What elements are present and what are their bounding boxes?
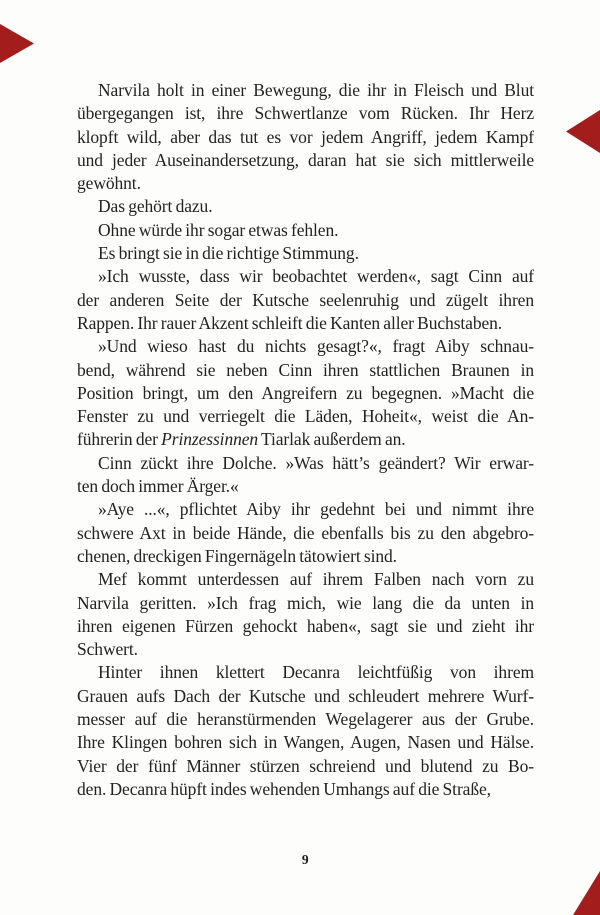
text-line: Es bringt sie in die richtige Stimmung. bbox=[98, 243, 359, 264]
text-line: »Ich wusste, dass wir beobachtet werden«, sagt Cinn auf bbox=[98, 266, 534, 287]
text-line: »Aye ...«, pflichtet Aiby ihr gedehnt bei und nimmt ihre bbox=[98, 499, 534, 520]
paragraph bbox=[77, 498, 534, 568]
text-line: Position bringt, um den Angreifern zu begegnen. »Macht die bbox=[77, 382, 534, 403]
red-triangle-marker-top-left bbox=[0, 24, 34, 63]
paragraph bbox=[77, 265, 534, 335]
red-triangle-marker-right bbox=[566, 110, 600, 153]
text-line: chenen, dreckigen Fingernägeln tätowiert sind. bbox=[77, 545, 397, 566]
text-line: Ohne würde ihr sogar etwas fehlen. bbox=[98, 219, 339, 240]
text-line: und jeder Auseinandersetzung, daran hat sie sich mittlerweile bbox=[77, 149, 534, 170]
text-line: »Und wieso hast du nichts gesagt?«, fragt Aiby schnau- bbox=[98, 336, 534, 357]
text-line: schwere Axt in beide Hände, die ebenfalls bis zu den abgebro- bbox=[77, 522, 534, 543]
text-line: Mef kommt unterdessen auf ihrem Falben nach vorn zu bbox=[98, 569, 534, 590]
text-line: Ihre Klingen bohren sich in Wangen, Augen, Nasen und Hälse. bbox=[77, 732, 534, 753]
text-line: Cinn zückt ihre Dolche. »Was hätt’s geändert? Wir erwar- bbox=[98, 452, 534, 473]
paragraph bbox=[77, 195, 534, 218]
text-line: führerin der Prinzessinnen Tiarlak außerdem an. bbox=[77, 429, 406, 450]
paragraph bbox=[77, 219, 534, 242]
text-line: Vier der fünf Männer stürzen schreiend und blutend zu Bo- bbox=[77, 755, 534, 776]
paragraph bbox=[77, 661, 534, 801]
text-line: ten doch immer Ärger.« bbox=[77, 476, 239, 497]
text-line: Narvila holt in einer Bewegung, die ihr in Fleisch und Blut bbox=[98, 80, 534, 100]
text-line: klopft wild, aber das tut es vor jedem Angriff, jedem Kampf bbox=[77, 126, 534, 147]
text-line: übergegangen ist, ihre Schwertlanze vom Rücken. Ihr Herz bbox=[77, 103, 534, 124]
text-line: den. Decanra hüpft indes wehenden Umhangs auf die Straße, bbox=[77, 778, 491, 799]
text-line: gewöhnt. bbox=[77, 173, 141, 194]
paragraph bbox=[77, 335, 534, 451]
text-line: Narvila geritten. »Ich frag mich, wie lang die da unten in bbox=[77, 592, 534, 613]
paragraph bbox=[77, 452, 534, 499]
paragraph bbox=[77, 568, 534, 661]
text-line: bend, während sie neben Cinn ihren stattlichen Braunen in bbox=[77, 359, 534, 380]
text-line: Das gehört dazu. bbox=[98, 196, 213, 217]
text-line: Schwert. bbox=[77, 639, 138, 660]
text-line: messer auf die heranstürmenden Wegelagerer aus der Grube. bbox=[77, 709, 534, 730]
text-line: Rappen. Ihr rauer Akzent schleift die Kanten aller Buchstaben. bbox=[77, 312, 503, 333]
text-line: Fenster zu und verriegelt die Läden, Hoheit«, weist die An- bbox=[77, 406, 534, 427]
text-line: ihren eigenen Fürzen gehockt haben«, sagt sie und zieht ihr bbox=[77, 615, 534, 636]
page-number: 9 bbox=[301, 852, 310, 867]
text-line: der anderen Seite der Kutsche seelenruhig und zügelt ihren bbox=[77, 289, 534, 310]
red-triangle-marker-bottom-right bbox=[573, 871, 600, 915]
text-line: Grauen aufs Dach der Kutsche und schleudert mehrere Wurf- bbox=[77, 685, 534, 706]
paragraph bbox=[77, 79, 534, 195]
paragraph bbox=[77, 242, 534, 265]
text-line: Hinter ihnen klettert Decanra leichtfüßig von ihrem bbox=[98, 662, 534, 683]
page-text bbox=[77, 79, 534, 801]
